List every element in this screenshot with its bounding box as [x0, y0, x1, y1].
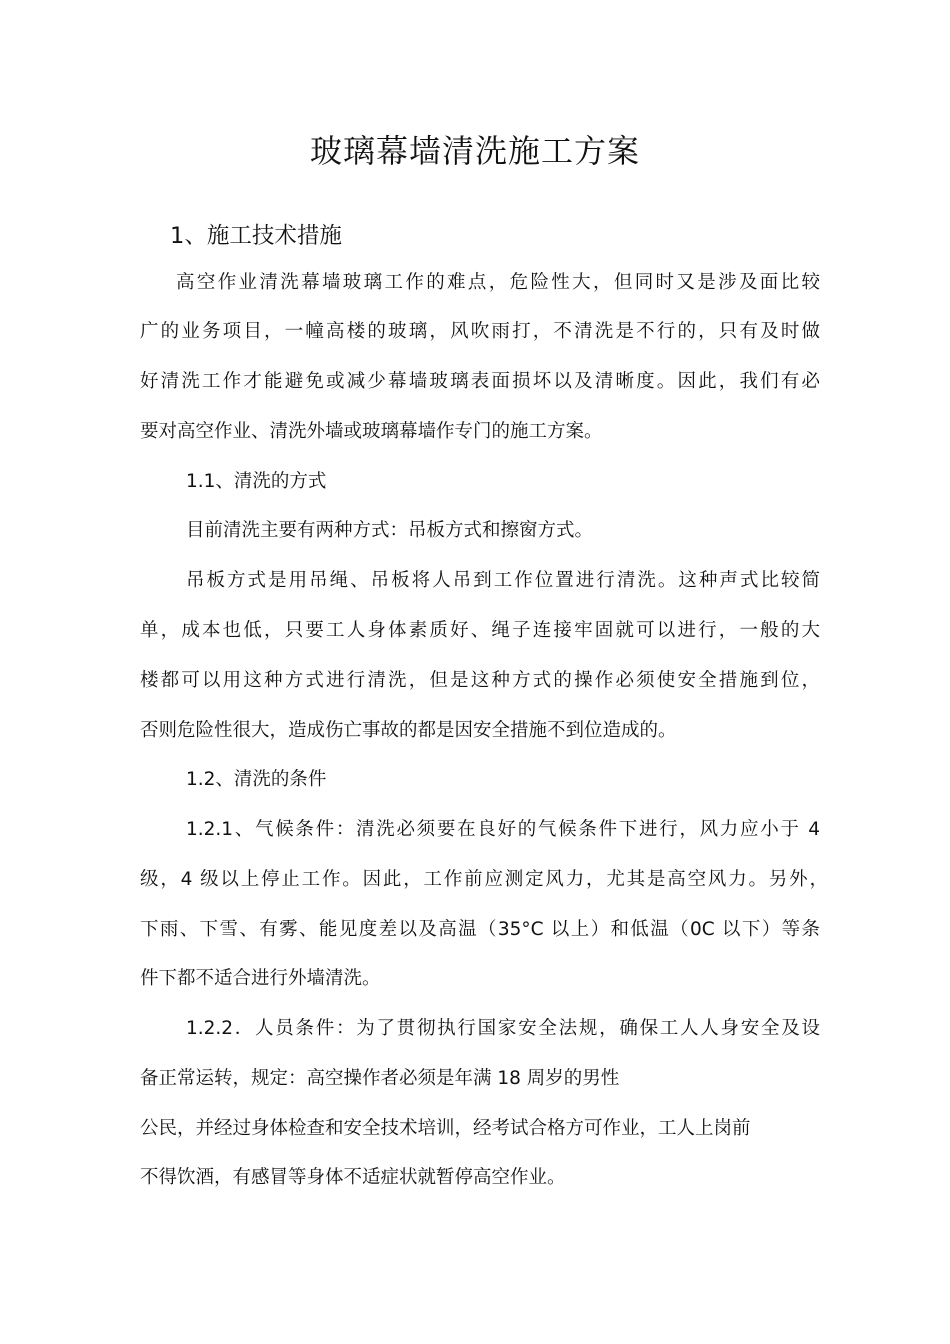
paragraph-line: 高空作业清洗幕墙玻璃工作的难点，危险性大，但同时又是涉及面比较 — [176, 272, 820, 293]
page-title: 玻璃幕墙清洗施工方案 — [309, 132, 640, 171]
paragraph-line: 下雨、下雪、有雾、能见度差以及高温（35°C 以上）和低温（0C 以下）等条 — [140, 919, 820, 940]
subsection-heading: 1.2、清洗的条件 — [186, 769, 327, 790]
paragraph-line: 级，4 级以上停止工作。因此，工作前应测定风力，尤其是高空风力。另外， — [140, 869, 828, 890]
section-heading: 1、施工技术措施 — [170, 223, 342, 249]
paragraph-line: 楼都可以用这种方式进行清洗，但是这种方式的操作必须使安全措施到位， — [140, 670, 820, 691]
paragraph-line: 广的业务项目，一幢高楼的玻璃，风吹雨打，不清洗是不行的，只有及时做 — [140, 321, 820, 342]
paragraph-line: 不得饮酒，有感冒等身体不适症状就暂停高空作业。 — [140, 1167, 566, 1188]
subsection-heading: 1.1、清洗的方式 — [186, 471, 327, 492]
paragraph-line: 件下都不适合进行外墙清洗。 — [140, 968, 381, 989]
paragraph-line: 否则危险性很大，造成伤亡事故的都是因安全措施不到位造成的。 — [140, 720, 677, 741]
paragraph-line: 吊板方式是用吊绳、吊板将人吊到工作位置进行清洗。这种声式比较简 — [186, 570, 820, 591]
paragraph-line: 单，成本也低，只要工人身体素质好、绳子连接牢固就可以进行，一般的大 — [140, 620, 820, 641]
paragraph-line: 备正常运转，规定：高空操作者必须是年满 18 周岁的男性 — [140, 1068, 620, 1089]
paragraph-line: 目前清洗主要有两种方式：吊板方式和擦窗方式。 — [186, 520, 594, 541]
paragraph-line: 1.2.1、气候条件：清洗必须要在良好的气候条件下进行，风力应小于 4 — [186, 819, 820, 840]
paragraph-line: 好清洗工作才能避免或减少幕墙玻璃表面损坏以及清晰度。因此，我们有必 — [140, 371, 820, 392]
paragraph-line: 公民，并经过身体检查和安全技术培训，经考试合格方可作业，工人上岗前 — [140, 1118, 751, 1139]
paragraph-line: 1.2.2．人员条件：为了贯彻执行国家安全法规，确保工人人身安全及设 — [186, 1018, 820, 1039]
paragraph-line: 要对高空作业、清洗外墙或玻璃幕墙作专门的施工方案。 — [140, 421, 603, 442]
